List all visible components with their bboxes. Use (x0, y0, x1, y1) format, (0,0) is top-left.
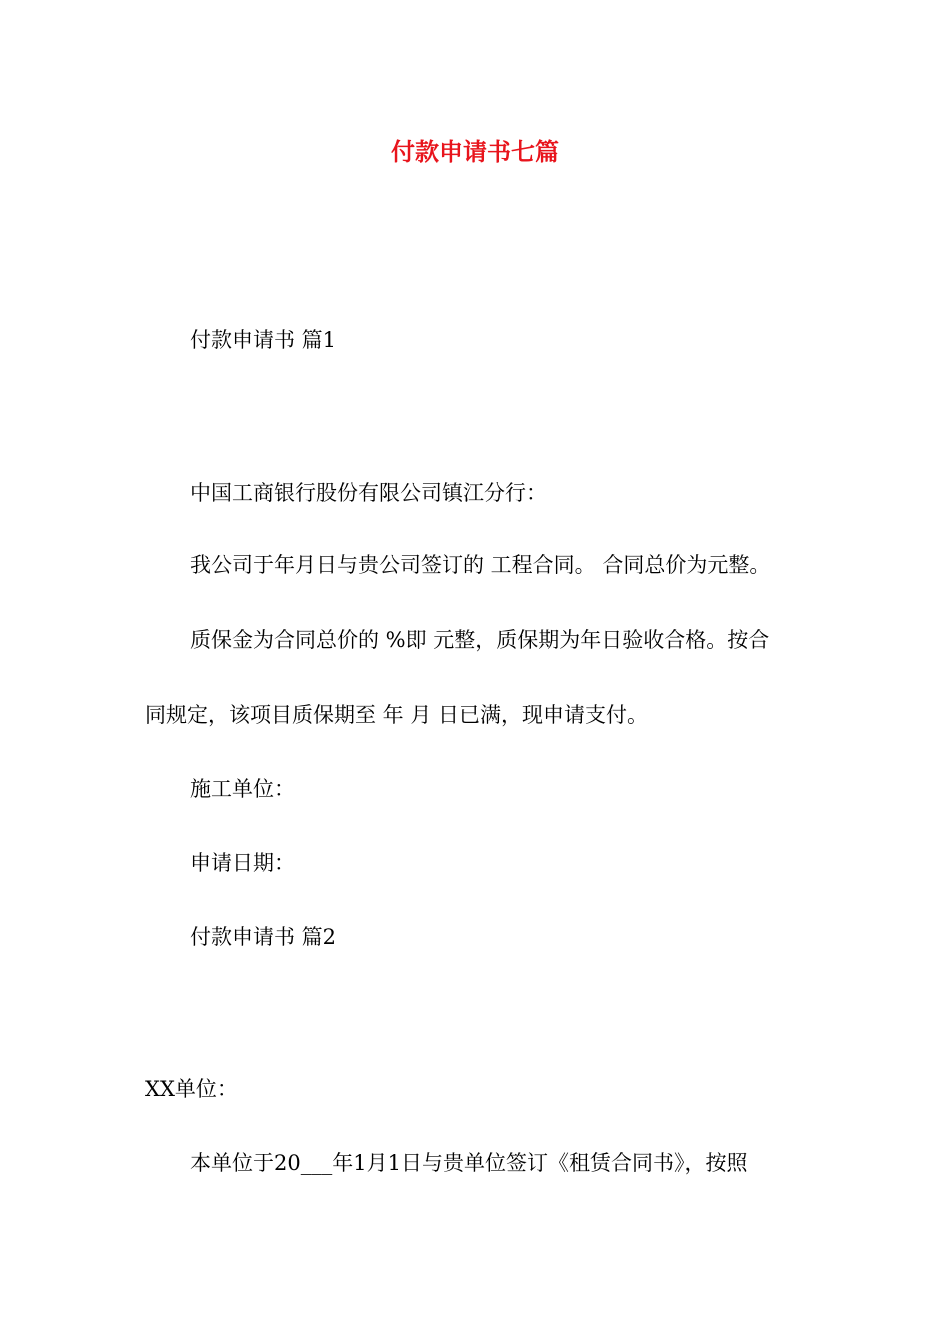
construction-unit-label: 施工单位： (190, 777, 295, 801)
document-title: 付款申请书七篇 (391, 138, 559, 166)
paragraph-line: 本单位于20___年1月1日与贵单位签订《租赁合同书》，按照 (190, 1151, 748, 1175)
application-date-label: 申请日期： (190, 851, 295, 875)
section-heading-1: 付款申请书 篇1 (190, 328, 337, 352)
paragraph-line: 质保金为合同总价的 %即 元整，质保期为年日验收合格。按合 (190, 628, 770, 652)
recipient-line: 中国工商银行股份有限公司镇江分行： (190, 481, 547, 505)
recipient-line: XX单位： (145, 1077, 238, 1101)
section-heading-2: 付款申请书 篇2 (190, 925, 337, 949)
paragraph-line: 我公司于年月日与贵公司签订的 工程合同。 合同总价为元整。 (190, 553, 771, 577)
paragraph-line: 同规定，该项目质保期至 年 月 日已满，现申请支付。 (145, 703, 649, 727)
